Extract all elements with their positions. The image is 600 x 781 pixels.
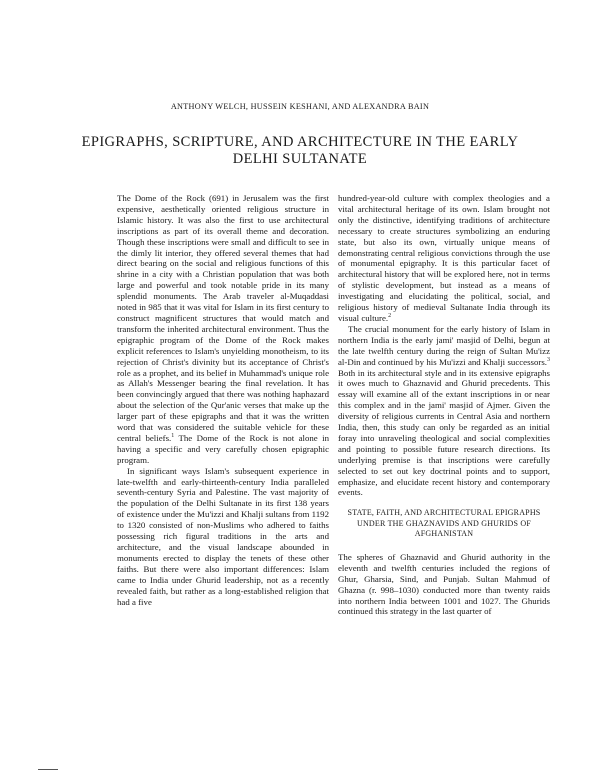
footnote-marker[interactable]: 2: [388, 313, 392, 320]
author-line: ANTHONY WELCH, HUSSEIN KESHANI, AND ALEXANDRA BAIN: [170, 102, 430, 111]
paragraph: The crucial monument for the early history of Islam in northern India is the early jami' masjid of Delhi, begun at the late twelfth century during the reign of Sultan Mu'izz al-Din and continued by his Mu'izzi and Khalji successors.$^3$ Both in its architectural style and in its extensive epigraphs it owes much to Ghaznavid and Ghurid precedents. This essay will examine all of the extant inscriptions in or near this complex and in the jami' masjid of Ajmer. Given the diversity of religious currents in Central Asia and northern India, then, this study can only be regarded as an initial foray into unraveling theological and social complexities and pointing to possible future research directions. Its underlying premise is that inscriptions were carefully selected to set out key doctrinal points and to support, emphasize, and elucidate recent history and contemporary events.: [338, 323, 550, 498]
left-column: [117, 193, 329, 607]
article-title: EPIGRAPHS, SCRIPTURE, AND ARCHITECTURE IN THE EARLY DELHI SULTANATE: [81, 134, 519, 167]
section-heading: STATE, FAITH, AND ARCHITECTURAL EPIGRAPHS UNDER THE GHAZNAVIDS AND GHURIDS OF AFGHANISTAN: [347, 508, 541, 539]
paragraph: The spheres of Ghaznavid and Ghurid authority in the eleventh and twelfth centuries included the regions of Ghur, Gharsia, Sind, and Punjab. Sultan Mahmud of Ghazna (r. 998–1030) conducted more than twenty raids into northern India between 1001 and 1027. The Ghurids continued this strategy in the last quarter of: [338, 551, 550, 617]
paragraph: In significant ways Islam's subsequent experience in late-twelfth and early-thirteenth-century India paralleled seventh-century Syria and Palestine. The vast majority of the population of the Delhi Sultanate in its first 138 years of existence under the Mu'izzi and Khalji sultans from 1192 to 1320 consisted of non-Muslims who adhered to faiths possessing rich figural traditions in the arts and architecture, and the visual landscape abounded in monuments erected to display the tenets of these other faiths. But there were also important differences: Islam came to India under Ghurid leadership, not as a recently revealed faith, but rather as a long-established religion that had a five: [117, 465, 329, 607]
footnote-marker[interactable]: 3: [547, 356, 550, 363]
footnote-rule: [38, 769, 58, 770]
right-column: [338, 193, 550, 617]
footnote-marker[interactable]: 1: [171, 433, 175, 439]
paragraph: hundred-year-old culture with complex theologies and a vital architectural heritage of its own. Islam brought not only the distinctive, identifying traditions of architecture necessary to create structures symbolizing an enduring state, but also its own, virtually unique means of demonstrating central religious convictions through the use of monumental epigraphy. It is this particular facet of architectural history that will be explored here, not in terms of stylistic development, but instead as a means of investigating and elucidating the political, social, and religious history of medieval Sultanate India through its visual culture.$^2$: [338, 193, 550, 323]
paragraph: The Dome of the Rock (691) in Jerusalem was the first expensive, aesthetically oriented religious structure in Islamic history. It was also the first to use architectural inscriptions as part of its overall theme and decoration. Though these inscriptions were small and difficult to see in the dimly lit interior, they offered several themes that had direct bearing on the social and religious functions of this shrine in a city with a Christian population that was both large and powerful and took notable pride in its many splendid monuments. The Arab traveler al-Muqaddasi noted in 985 that it was vital for Islam in its first century to construct magnificent structures that would match and transform the inherited architectural environment. Thus the epigraphic program of the Dome of the Rock makes explicit references to Islam's unyielding monotheism, to its rejection of Christ's divinity but its acceptance of Christ's role as a prophet, and its belief in Muhammad's unique role as Allah's Messenger bearing the final revelation. It has been convincingly argued that there was nothing haphazard about the selection of the Qur'anic verses that make up the larger part of these epigraphs and that it was the written word that was considered the suitable vehicle for these central beliefs.$^1$ The Dome of the Rock is not alone in having a specific and very carefully chosen epigraphic program.: [117, 193, 329, 465]
